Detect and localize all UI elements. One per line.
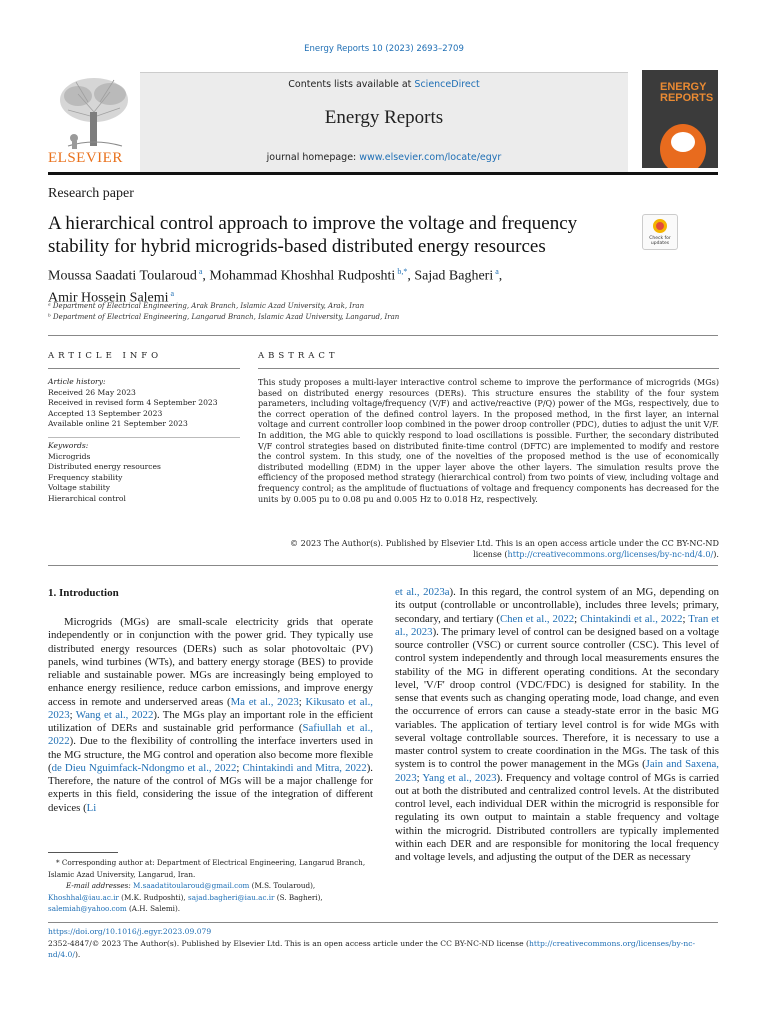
author-list: Moussa Saadati Toularoud $^a$, Mohammad Khoshhal Rudposhti $^{b,*}$, Sajad Bagheri $^a$, Amir Hossein Salemi $^a$ — [48, 267, 503, 306]
history-online: Available online 21 September 2023 — [48, 419, 188, 429]
license-link[interactable]: http://creativecommons.org/licenses/by-nc-nd/4.0/ — [507, 548, 714, 559]
citation-link[interactable]: Ma et al., 2023 — [230, 695, 299, 708]
email-link[interactable]: salemiah@yahoo.com — [48, 904, 127, 913]
info-rule — [48, 368, 240, 369]
cover-title — [660, 82, 713, 104]
citation-link[interactable]: de Dieu Nguimfack-Ndongmo et al., 2022 — [51, 761, 237, 774]
email-addresses: E-mail addresses: M.saadatitoularoud@gmail.com (M.S. Toularoud), Khoshhal@iau.ac.ir (M.K. Rudposhti), sajad.bagheri@iau.ac.ir (S. Bagheri), salemiah@yahoo.com (A.H. Salemi). — [48, 881, 323, 913]
history-revised: Received in revised form 4 September 2023 — [48, 398, 218, 408]
author-name[interactable]: Sajad Bagheri — [414, 268, 494, 284]
keywords-rule — [48, 437, 240, 438]
keyword-item[interactable]: Hierarchical control — [48, 493, 126, 503]
citation-link[interactable]: Li — [86, 801, 97, 814]
email-link[interactable]: sajad.bagheri@iau.ac.ir — [188, 892, 275, 902]
citation-link[interactable]: Kikusato et al., 2023 — [48, 695, 373, 721]
homepage-line — [140, 152, 628, 163]
article-title: A hierarchical control approach to improve the voltage and frequency stability for hybrid microgrids-based distributed energy resources — [48, 213, 578, 257]
rights-license-link[interactable]: http://creativecommons.org/licenses/by-nc-nd/4.0/ — [48, 939, 696, 959]
citation-link[interactable]: Yang et al., 2023 — [422, 771, 497, 784]
article-type: Research paper — [48, 186, 134, 201]
author-affiliation-mark[interactable]: a — [495, 267, 499, 276]
journal-title: Energy Reports — [324, 107, 444, 128]
cover-e-counter — [671, 132, 695, 152]
citation-link[interactable]: Safiullah et al., 2022 — [48, 722, 373, 748]
citation-link[interactable]: et al., 2023a — [395, 586, 450, 598]
history-accepted: Accepted 13 September 2023 — [48, 408, 163, 418]
abstract-heading: ABSTRACT — [258, 351, 339, 361]
citation-link[interactable]: Tran et al., 2023 — [395, 612, 719, 638]
crossmark-label: Check for updates — [649, 236, 671, 246]
cover-title-line1: ENERGY — [660, 81, 707, 93]
citation-link[interactable]: Chintakindi and Mitra, 2022 — [242, 761, 367, 774]
history-heading: Article history: — [48, 377, 106, 386]
title-rule — [48, 335, 718, 336]
author-name[interactable]: Moussa Saadati Toularoud — [48, 268, 197, 284]
email-link[interactable]: Khoshhal@iau.ac.ir — [48, 892, 119, 902]
body-column-left: Microgrids (MGs) are small-scale electricity grids that operate independently or in conjunction with the power grid. They typically use distributed energy resources (DERs) such as solar photovoltaic (PV) panels, wind turbines (WTs), and battery energy storage (BES) to provide reliable and sustainable power. MGs are increasingly being employed to enhance energy resilience, reduce carbon emissions, and improve energy access in remote and underserved areas (Ma et al., 2023; Kikusato et al., 2023; Wang et al., 2022). The MGs play an important role in the efficient utilization of DERs and sustainable grid performance (Safiullah et al., 2022). Due to the flexibility of controlling the interface inverters used in the MG structure, the MG control and operation also become more flexible (de Dieu Nguimfack-Ndongmo et al., 2022; Chintakindi and Mitra, 2022). Therefore, the nature of the control of MGs will be a major challenge for experts in this field, considering the issue of the integration of different devices (Li — [48, 616, 373, 814]
author-name[interactable]: Amir Hossein Salemi — [48, 290, 169, 306]
abstract-body: This study proposes a multi-layer interactive control scheme to improve the performance of microgrids (MGs) based on distributed energy resources (DERs). This structure ensures the stability of the four system parameters, including voltage/frequency (V/F) and active/reactive (P/Q) power of the MGs, respectively, due to the correct operation of the defined control layers. In the proposed method, in the first layer, an internal voltage and current controller loop combined in the power droop controller (PDC), duties to adjust the unit V/F. In addition, the MG able to quickly respond to load oscillations is possible. Further, the secondary distributed V/F control strategies based on distributed finite-time control (DFTC) are implemented to modify and restore the control system. In this study, one of the novelties of the proposed method is the use of economically distributed modelling (EDM) in the upper layer above the other layers. The simulation results prove the efficiency of the proposed method strategy (hierarchical control) from two points of view, including voltage and frequency control; as the amplitude of fluctuations of voltage and frequency components has decreased for the units by 0.005 pu to 0.08 pu and 0.005 Hz to 0.018 Hz, respectively. — [258, 377, 719, 504]
abstract-rule — [258, 368, 719, 369]
license-line: license (http://creativecommons.org/licenses/by-nc-nd/4.0/). — [473, 548, 719, 559]
footnote — [48, 857, 373, 915]
cover-title-line2: REPORTS — [660, 92, 714, 104]
history-received: Received 26 May 2023 — [48, 387, 136, 397]
citation-link[interactable]: Chen et al., 2022 — [499, 612, 575, 625]
email-label: E-mail addresses: — [66, 881, 131, 890]
journal-reference[interactable]: Energy Reports 10 (2023) 2693–2709 — [304, 44, 464, 54]
email-link[interactable]: M.saadatitoularoud@gmail.com — [133, 881, 250, 890]
doi-link[interactable]: https://doi.org/10.1016/j.egyr.2023.09.079 — [48, 927, 212, 936]
contents-prefix: Contents lists available at — [288, 79, 415, 90]
keyword-item[interactable]: Distributed energy resources — [48, 462, 161, 472]
keyword-item[interactable]: Microgrids — [48, 451, 91, 461]
journal-cover-thumbnail[interactable] — [642, 70, 718, 168]
citation-link[interactable]: Jain and Saxena, 2023 — [395, 758, 720, 784]
sciencedirect-link[interactable]: ScienceDirect — [414, 79, 480, 90]
footnote-rule — [48, 852, 118, 853]
crossmark-icon — [653, 219, 667, 233]
contents-line — [140, 79, 628, 90]
corresponding-author-note: * Corresponding author at: Department of Electrical Engineering, Langarud Branch, Islamic Azad University, Langarud, Iran. — [48, 858, 366, 879]
citation-link[interactable]: Wang et al., 2022 — [75, 708, 154, 721]
journal-masthead — [140, 72, 628, 172]
header-rule — [48, 172, 718, 175]
keywords-heading: Keywords: — [48, 441, 89, 450]
homepage-prefix: journal homepage: — [266, 152, 360, 163]
body-column-right: et al., 2023a). In this regard, the control system of an MG, depending on its output (controllable or uncontrollable), includes three levels; primary, secondary, and tertiary (Chen et al., 2022; Chintakindi et al., 2022; Tran et al., 2023). The primary level of control can be designed based on a voltage source controller (VSC) or current source controller (CSC). This level of control system independently and through local measurements ensures the stability of the MG in different operating conditions. At the secondary level, 'V/F' droop control (VDC/FDC) is designed for stability. In the sense that events such as changing operating mode, load change, and even the occurrence of errors can cause a steady-state error in the basic MG variables. The application of tertiary level control is for wide MGs with several voltage controllable sources. Therefore, it is necessary to use a master control system to create coordination in the MGs. The task of this system is to control the power management in the MGs (Jain and Saxena, 2023; Yang et al., 2023). Frequency and voltage control of MGs is carried out at both the distributed and centralized control levels. At the distributed control level, each individual DER within the microgrid is responsible for regulating its own output to maintain a stable frequency and voltage within the microgrid. Distributed controllers are typically implemented within each DER and are responsible for monitoring the local frequency and voltage levels, and adjusting the output of the DER as necessary — [395, 586, 720, 863]
author-affiliation-mark[interactable]: a — [198, 267, 203, 276]
license-line: © 2023 The Author(s). Published by Elsevier Ltd. This is an open access article under the CC BY-NC-ND — [290, 538, 719, 548]
keywords — [48, 441, 238, 505]
copyright-line: 2352-4847/© 2023 The Author(s). Published by Elsevier Ltd. This is an open access article under the CC BY-NC-ND license (http://creativecommons.org/licenses/by-nc-nd/4.0/). — [48, 939, 696, 959]
crossmark-button[interactable] — [642, 214, 678, 250]
author-affiliation-mark[interactable]: b,* — [397, 267, 408, 276]
abstract-end-rule — [48, 565, 718, 566]
publisher-wordmark: ELSEVIER — [48, 150, 123, 166]
journal-homepage-link[interactable]: www.elsevier.com/locate/egyr — [359, 152, 502, 163]
section-heading-introduction: 1. Introduction — [48, 587, 119, 599]
affiliation-b: ᵇ Department of Electrical Engineering, Langarud Branch, Islamic Azad University, Langarud, Iran — [48, 313, 400, 321]
keyword-item[interactable]: Frequency stability — [48, 472, 123, 482]
footer-rule — [48, 922, 718, 923]
article-history — [48, 377, 238, 430]
citation-link[interactable]: Chintakindi et al., 2022 — [580, 612, 683, 625]
abstract-license — [258, 538, 719, 559]
keyword-item[interactable]: Voltage stability — [48, 483, 111, 493]
author-affiliation-mark[interactable]: a — [170, 288, 175, 298]
author-name[interactable]: Mohammad Khoshhal Rudposhti — [209, 268, 396, 284]
article-info-heading: ARTICLE INFO — [48, 351, 163, 361]
affiliation-a: ᵃ Department of Electrical Engineering, Arak Branch, Islamic Azad University, Arak, Iran — [48, 302, 365, 310]
